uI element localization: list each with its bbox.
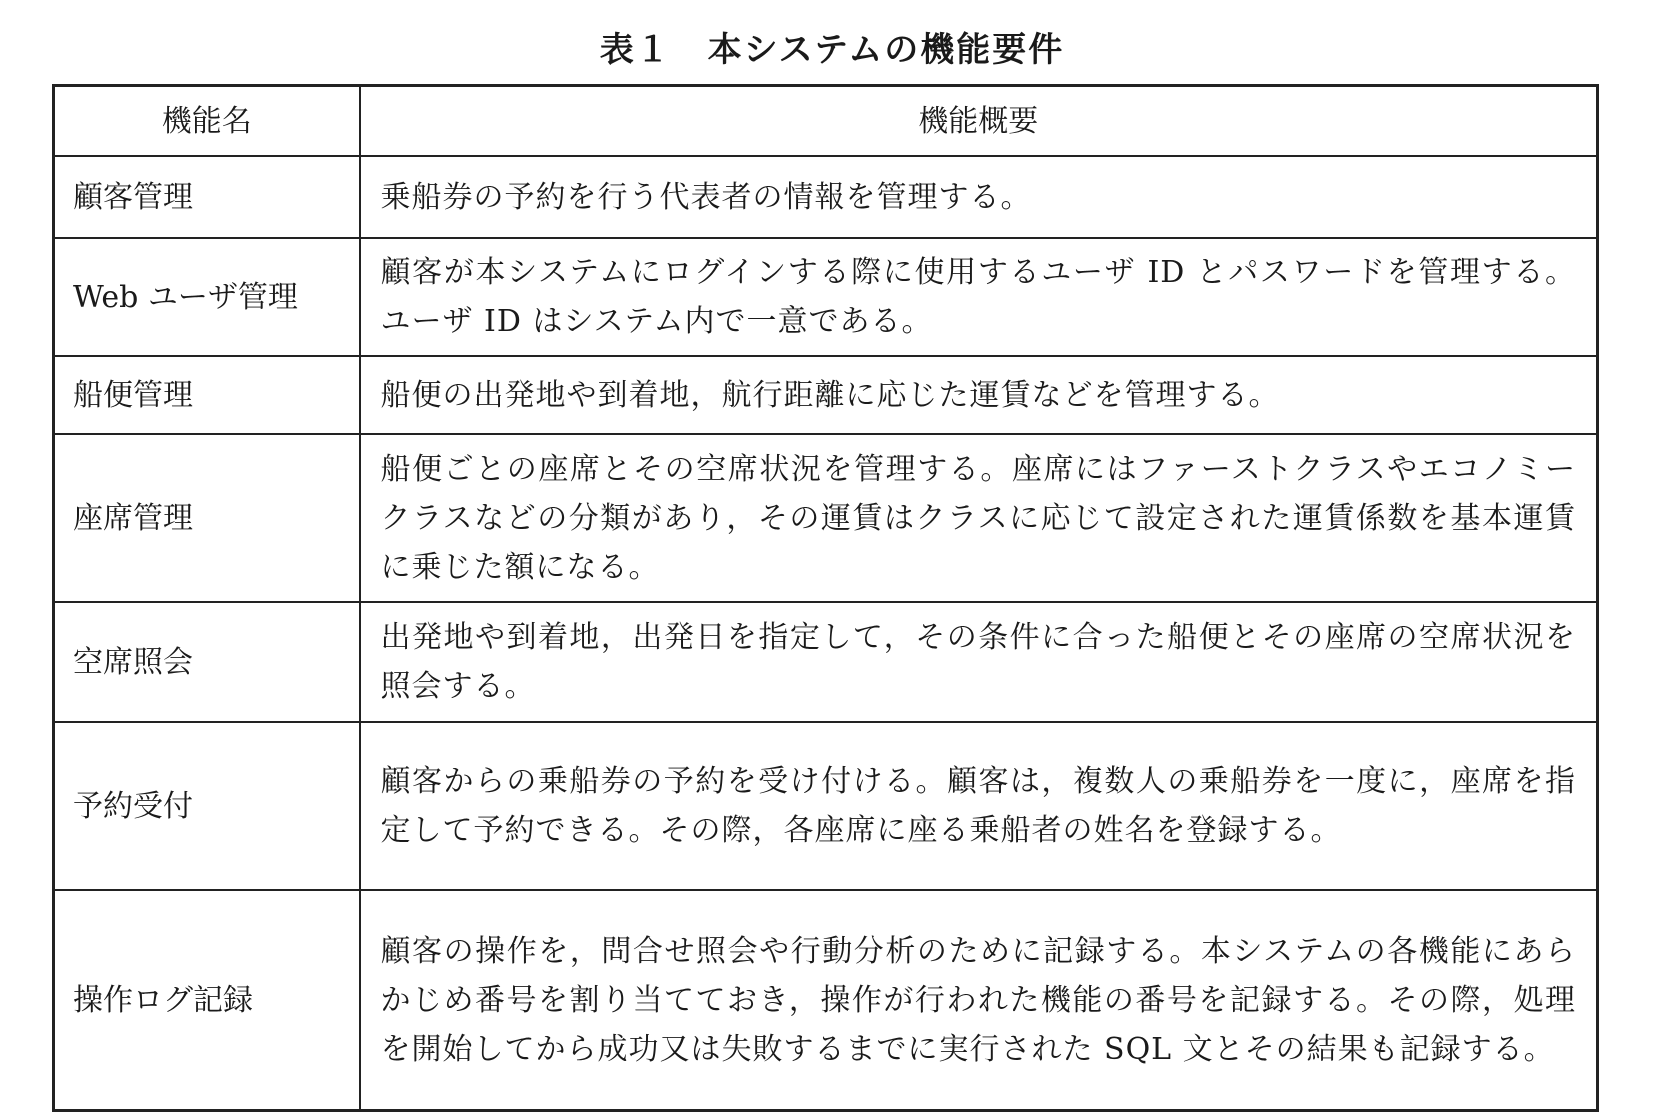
function-summary-cell: 顧客が本システムにログインする際に使用するユーザ ID とパスワードを管理する。ユーザ ID はシステム内で一意である。 (360, 238, 1598, 356)
table-row (54, 890, 1598, 1111)
header-function-name: 機能名 (54, 86, 360, 157)
table-row (54, 238, 1598, 356)
table-row (54, 722, 1598, 890)
function-summary-cell: 乗船券の予約を行う代表者の情報を管理する。 (360, 156, 1598, 238)
table-row (54, 602, 1598, 722)
header-function-summary: 機能概要 (360, 86, 1598, 157)
function-name-cell: 座席管理 (54, 434, 360, 602)
function-summary-cell: 船便の出発地や到着地，航行距離に応じた運賃などを管理する。 (360, 356, 1598, 434)
table-row (54, 434, 1598, 602)
function-summary-cell: 出発地や到着地，出発日を指定して，その条件に合った船便とその座席の空席状況を照会する。 (360, 602, 1598, 722)
function-name-cell: 空席照会 (54, 602, 360, 722)
function-name-cell: 顧客管理 (54, 156, 360, 238)
table-row (54, 156, 1598, 238)
function-summary-cell: 顧客からの乗船券の予約を受け付ける。顧客は，複数人の乗船券を一度に，座席を指定して予約できる。その際，各座席に座る乗船者の姓名を登録する。 (360, 722, 1598, 890)
function-summary-cell: 顧客の操作を，問合せ照会や行動分析のために記録する。本システムの各機能にあらかじめ番号を割り当てておき，操作が行われた機能の番号を記録する。その際，処理を開始してから成功又は失敗するまでに実行された SQL 文とその結果も記録する。 (360, 890, 1598, 1111)
table-header-row (54, 86, 1598, 157)
function-requirements-table (52, 84, 1599, 1112)
function-name-cell: 予約受付 (54, 722, 360, 890)
function-name-cell: 船便管理 (54, 356, 360, 434)
function-name-cell: Web ユーザ管理 (54, 238, 360, 356)
table-row (54, 356, 1598, 434)
function-name-cell: 操作ログ記録 (54, 890, 360, 1111)
function-summary-cell: 船便ごとの座席とその空席状況を管理する。座席にはファーストクラスやエコノミークラスなどの分類があり，その運賃はクラスに応じて設定された運賃係数を基本運賃に乗じた額になる。 (360, 434, 1598, 602)
table-title: 表１ 本システムの機能要件 (599, 30, 1065, 70)
